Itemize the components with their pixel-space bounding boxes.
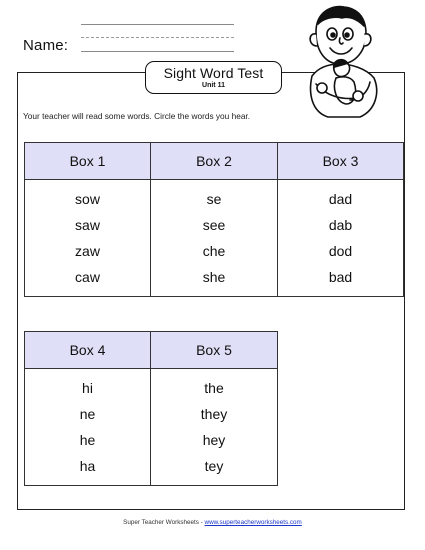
word-item[interactable]: hi xyxy=(82,380,93,396)
footer xyxy=(0,519,425,526)
box-3-header: Box 3 xyxy=(278,143,404,180)
table-header-row xyxy=(25,332,278,369)
word-item[interactable]: tey xyxy=(204,458,224,474)
table-row xyxy=(25,180,404,297)
footer-separator: - xyxy=(200,519,203,526)
word-item[interactable]: che xyxy=(202,243,226,259)
instructions-text: Your teacher will read some words. Circle the words you hear. xyxy=(23,111,251,121)
word-item[interactable]: se xyxy=(206,191,222,207)
box-5-words xyxy=(151,369,278,486)
name-line-guide xyxy=(81,37,234,38)
name-write-line[interactable] xyxy=(81,51,234,52)
word-item[interactable]: zaw xyxy=(75,243,100,259)
word-item[interactable]: saw xyxy=(75,217,100,233)
table-header-row xyxy=(25,143,404,180)
box-4-words xyxy=(25,369,151,486)
boy-holding-doll-icon xyxy=(298,4,384,120)
word-item[interactable]: she xyxy=(202,269,226,285)
box-2-header: Box 2 xyxy=(151,143,278,180)
word-item[interactable]: bad xyxy=(328,269,353,285)
word-item[interactable]: hey xyxy=(202,432,226,448)
word-table-2 xyxy=(24,331,278,486)
word-item[interactable]: see xyxy=(202,217,226,233)
unit-label: Unit 11 xyxy=(202,82,225,89)
word-item[interactable]: dad xyxy=(328,191,353,207)
box-3-words xyxy=(278,180,404,297)
box-1-words xyxy=(25,180,151,297)
worksheet-title: Sight Word Test xyxy=(163,65,264,81)
footer-brand: Super Teacher Worksheets xyxy=(123,519,199,526)
footer-link[interactable]: www.superteacherworksheets.com xyxy=(204,519,302,526)
table-row xyxy=(25,369,278,486)
word-item[interactable]: the xyxy=(204,380,224,396)
word-item[interactable]: sow xyxy=(75,191,100,207)
word-table-1 xyxy=(24,142,404,297)
box-5-header: Box 5 xyxy=(151,332,278,369)
name-line-top xyxy=(81,24,234,25)
word-item[interactable]: dab xyxy=(328,217,353,233)
word-item[interactable]: caw xyxy=(75,269,100,285)
box-4-header: Box 4 xyxy=(25,332,151,369)
box-2-words xyxy=(151,180,278,297)
name-label: Name: xyxy=(23,37,69,54)
word-item[interactable]: ne xyxy=(79,406,96,422)
box-1-header: Box 1 xyxy=(25,143,151,180)
word-item[interactable]: they xyxy=(200,406,228,422)
title-box xyxy=(145,61,282,94)
word-item[interactable]: ha xyxy=(79,458,96,474)
word-item[interactable]: he xyxy=(79,432,96,448)
word-item[interactable]: dod xyxy=(328,243,353,259)
